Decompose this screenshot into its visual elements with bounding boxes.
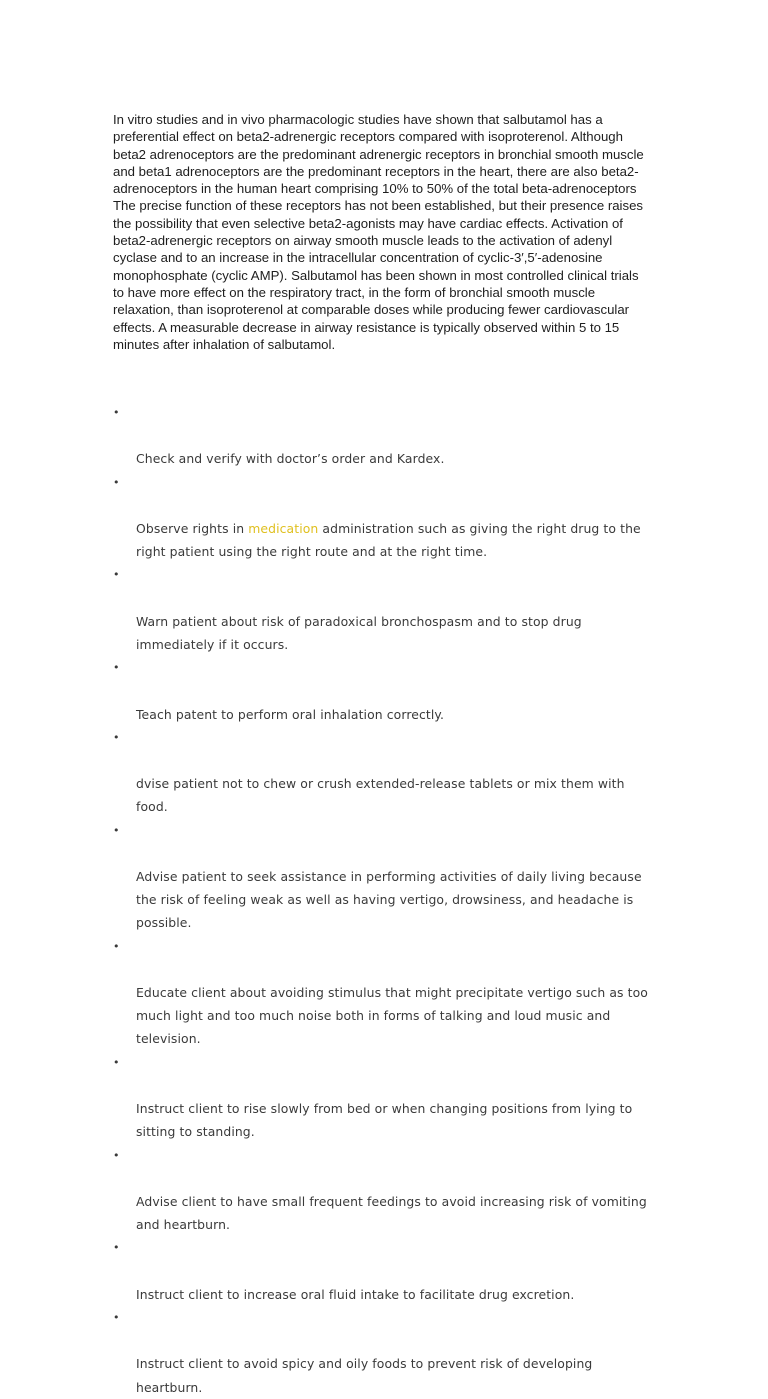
list-item [113,563,678,656]
bullet-icon: • [113,730,120,744]
list-item [113,656,678,726]
list-item-text: Educate client about avoiding stimulus that might precipitate vertigo such as too much light and too much noise both in forms of talking and loud music and television. [136,985,648,1047]
list-item-text-after-link: administration such as giving the right drug to the right patient using the right route and at the right time. [136,521,641,560]
list-item [113,726,678,819]
bullet-icon: • [113,406,120,419]
bullet-icon: • [113,1241,120,1255]
list-item [113,1306,678,1399]
bullet-icon: • [113,1055,120,1069]
list-item [113,1144,678,1237]
list-item-text: Instruct client to avoid spicy and oily foods to prevent risk of developing heartburn. [136,1356,593,1395]
intro-paragraph: In vitro studies and in vivo pharmacologic studies have shown that salbutamol has a preferential effect on beta2-adrenergic receptors compared with isoproterenol. Although beta2 adrenoceptors are the predominant adrenergic receptors in bronchial smooth muscle and beta1 adrenoceptors are the predominant receptors in the heart, there are also beta2- adrenoceptors in the human heart comprising 10% to 50% of the total beta-adrenoceptors The precise function of these receptors has not been established, but their presence raises the possibility that even selective beta2-agonists may have cardiac effects. Activation of beta2-adrenergic receptors on airway smooth muscle leads to the activation of adenyl cyclase and to an increase in the intracellular concentration of cyclic-3′,5′-adenosine monophosphate (cyclic AMP). Salbutamol has been shown in most controlled clinical trials to have more effect on the respiratory tract, in the form of bronchial smooth muscle relaxation, than isoproterenol at comparable doses while producing fewer cardiovascular effects. A measurable decrease in airway resistance is typically observed within 5 to 15 minutes after inhalation of salbutamol. [113,112,644,352]
bullet-icon: • [113,939,120,953]
bullet-icon: • [113,568,120,582]
list-item [113,819,678,935]
list-item-text: Advise client to have small frequent feedings to avoid increasing risk of vomiting and heartburn. [136,1193,647,1233]
list-item-text: Instruct client to increase oral fluid intake to facilitate drug excretion. [136,1286,575,1302]
list-item-text-before-link: Observe rights in [136,521,249,537]
bullet-icon: • [113,1310,120,1324]
nursing-care-list [113,401,678,1399]
list-item [113,1051,678,1144]
list-item [113,1236,678,1306]
list-item-text: Instruct client to rise slowly from bed or when changing positions from lying to sitting to standing. [136,1101,633,1140]
bullet-icon: • [113,1148,120,1162]
list-item [113,935,678,1051]
list-item-text: Check and verify with doctor’s order and Kardex. [136,451,445,467]
medication-link[interactable]: medication [248,521,319,537]
bullet-icon: • [113,823,120,837]
list-item-text: Advise patient to seek assistance in performing activities of daily living because the risk of feeling weak as well as having vertigo, drowsiness, and headache is possible. [136,869,642,931]
bullet-icon: • [113,661,120,675]
bullet-icon: • [113,475,120,489]
list-item-text: dvise patient not to chew or crush extended-release tablets or mix them with food. [136,776,625,815]
list-item [113,471,678,564]
list-item-text: Teach patent to perform oral inhalation correctly. [136,706,445,722]
list-item [113,401,678,471]
list-item-text: Warn patient about risk of paradoxical bronchospasm and to stop drug immediately if it occurs. [136,613,582,653]
